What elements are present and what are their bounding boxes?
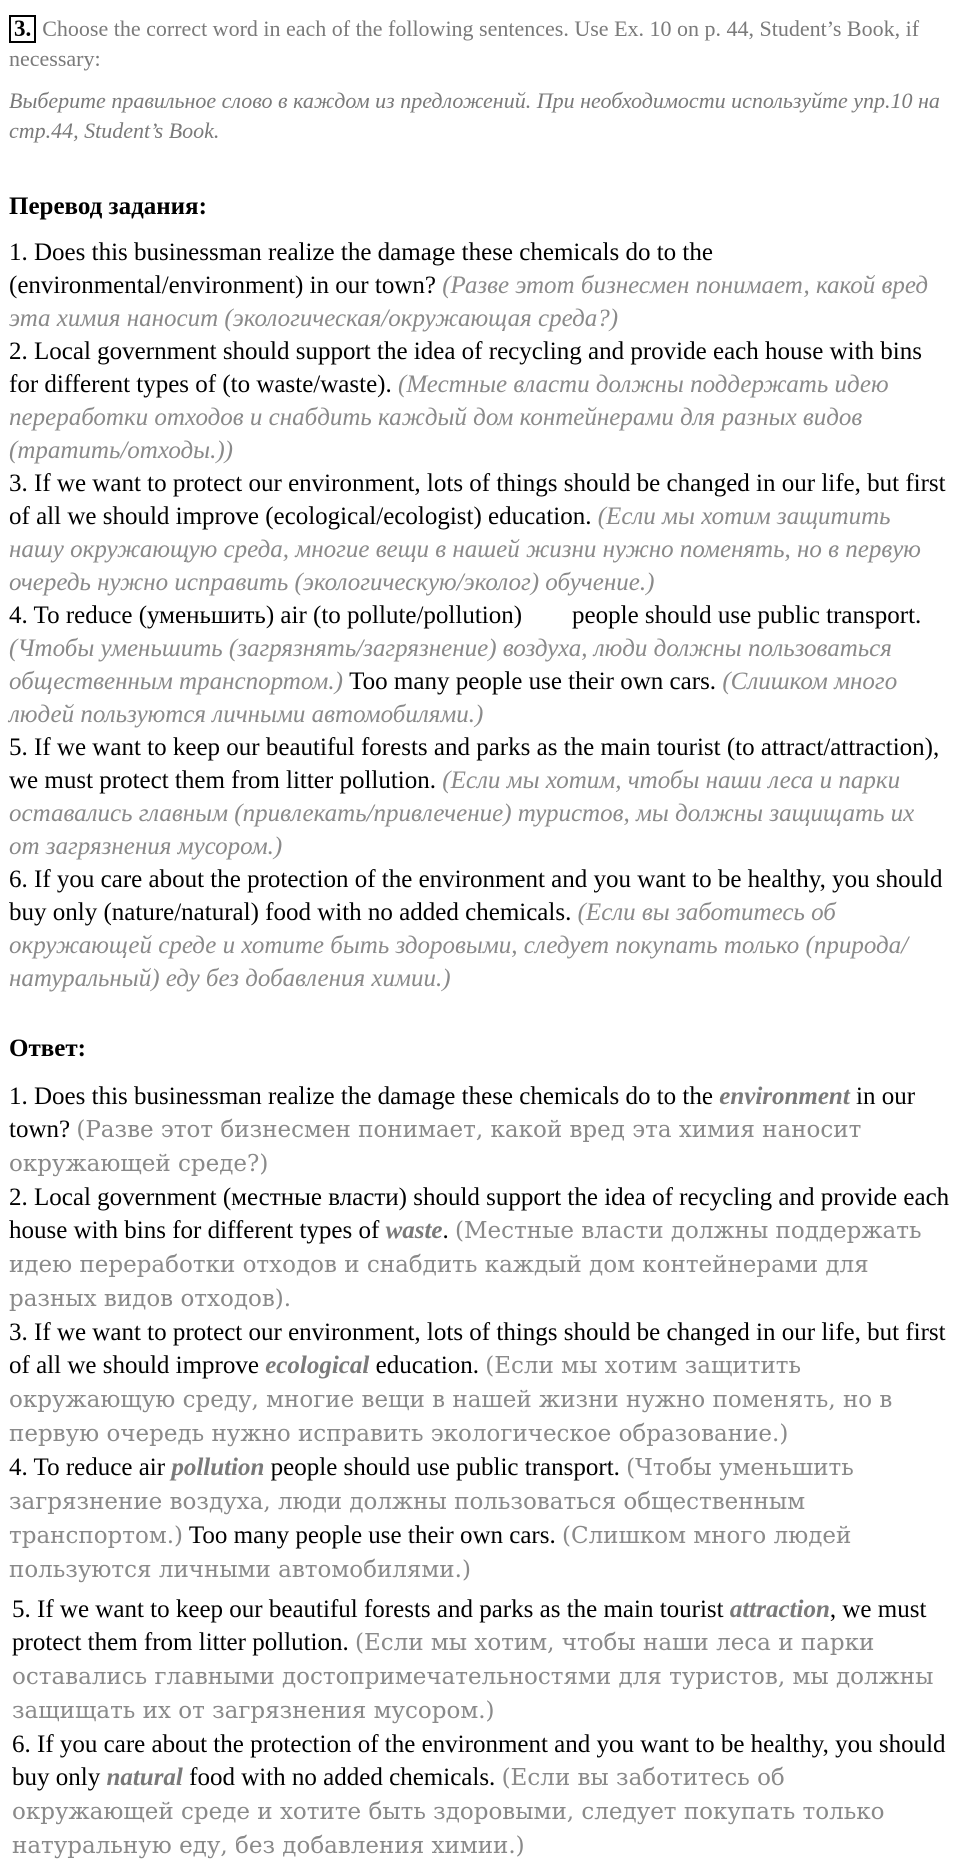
answer-text-before: 4. To reduce air: [9, 1454, 172, 1481]
answer-text-before: 5. If we want to keep our beautiful forests and parks as the main tourist: [12, 1596, 730, 1623]
answer-item-2: [9, 1181, 950, 1316]
answer-text-before: 6. If you care about the protection of the environment and you want to be healthy, you should buy only: [12, 1731, 946, 1791]
translation-list: [9, 236, 950, 995]
answer-item-4: [9, 1451, 950, 1587]
answer-word: natural: [106, 1764, 183, 1791]
task-translation: (Если мы хотим, чтобы наши леса и парки оставались главным (привлекать/привлечение) туристов, мы должны защищать их от загрязнения мусором.): [9, 767, 915, 860]
answer-text-after: people should use public transport.: [264, 1454, 620, 1481]
answer-text-after: education.: [369, 1352, 480, 1379]
task-sentence: 2. Local government should support the idea of recycling and provide each house with bins for different types of (to waste/waste).: [9, 338, 922, 398]
translation-item-3: [9, 467, 950, 599]
answer-word: attraction: [729, 1596, 830, 1623]
answer-section-title: Ответ:: [9, 1035, 86, 1062]
translation-item-2: [9, 335, 950, 467]
translation-item-1: [9, 236, 950, 335]
task-translation: (Если мы хотим защитить нашу окружающую среда, многие вещи в нашей жизни нужно поменять, но в первую очередь нужно исправить (экологическую/эколог) обучение.): [9, 503, 921, 596]
answer-list: [9, 1080, 950, 1863]
answer-translation: (Если мы хотим защитить окружающую среду, многие вещи в нашей жизни нужно поменять, но в первую очередь нужно исправить экологическое образование.): [9, 1353, 893, 1447]
answer-translation: (Местные власти должны поддержать идею переработки отходов и снабдить каждый дом контейнерами для разных видов отходов).: [9, 1218, 922, 1312]
answer-text-after: .: [442, 1217, 449, 1244]
translation-item-4: [9, 599, 950, 731]
answer-text-before: 1. Does this businessman realize the damage these chemicals do to the: [9, 1083, 720, 1110]
answer-item-5: [9, 1593, 950, 1728]
answer-item-6: [9, 1728, 950, 1863]
answer-translation: (Если вы заботитесь об окружающей среде и хотите быть здоровыми, следует покупать только натуральную еду, без добавления химии.): [12, 1765, 885, 1859]
answer-text-after: food with no added chemicals.: [182, 1764, 496, 1791]
task-sentence: 3. If we want to protect our environment, lots of things should be changed in our life, but first of all we should improve (ecological/ecologist) education.: [9, 470, 946, 530]
answer-sentence-extra: Too many people use their own cars.: [188, 1522, 556, 1549]
task-sentence: 5. If we want to keep our beautiful forests and parks as the main tourist (to attract/attraction), we must protect them from litter pollution.: [9, 734, 940, 794]
answer-word: ecological: [265, 1352, 370, 1379]
task-translation: (Чтобы уменьшить (загрязнять/загрязнение) воздуха, люди должны пользоваться общественным транспортом.): [9, 635, 892, 695]
translation-item-5: [9, 731, 950, 863]
answer-text-after: , we must protect them from litter pollution.: [12, 1596, 927, 1656]
exercise-instruction: Choose the correct word in each of the following sentences. Use Ex. 10 on p. 44, Student’s Book, if necessary:: [9, 16, 920, 71]
task-translation: (Разве этот бизнесмен понимает, какой вред эта химия наносит (экологическая/окружающая среда?): [9, 272, 928, 332]
exercise-header: [9, 14, 950, 74]
task-translation: (Местные власти должны поддержать идею переработки отходов и снабдить каждый дом контейнерами для разных видов (тратить/отходы.)): [9, 371, 889, 464]
task-translation: (Если вы заботитесь об окружающей среде и хотите быть здоровыми, следует покупать только (природа/натуральный) еду без добавления химии.): [9, 899, 909, 992]
answer-item-1: [9, 1080, 950, 1181]
task-translation-extra: (Слишком много людей пользуются личными автомобилями.): [9, 668, 898, 728]
answer-word: waste: [385, 1217, 443, 1244]
answer-word: pollution: [171, 1454, 265, 1481]
task-sentence: 1. Does this businessman realize the damage these chemicals do to the (environmental/environment) in our town?: [9, 239, 713, 299]
answer-text-before: 2. Local government (местные власти) should support the idea of recycling and provide each house with bins for different types of: [9, 1184, 950, 1244]
answer-text-after: in our town?: [9, 1083, 916, 1143]
task-sentence-extra: Too many people use their own cars.: [349, 668, 717, 695]
exercise-instruction-ru: Выберите правильное слово в каждом из предложений. При необходимости используйте упр.10 на стр.44, Student’s Book.: [9, 88, 940, 143]
answer-translation: (Разве этот бизнесмен понимает, какой вред эта химия наносит окружающей среде?): [9, 1117, 862, 1177]
task-sentence: 6. If you care about the protection of the environment and you want to be healthy, you should buy only (nature/natural) food with no added chemicals.: [9, 866, 943, 926]
translation-section-title: Перевод задания:: [9, 193, 207, 220]
answer-text-before: 3. If we want to protect our environment, lots of things should be changed in our life, but first of all we should improve: [9, 1319, 946, 1379]
answer-item-3: [9, 1316, 950, 1451]
task-sentence: 4. To reduce (уменьшить) air (to pollute/pollution) people should use public transport.: [9, 602, 922, 629]
answer-translation: (Чтобы уменьшить загрязнение воздуха, люди должны пользоваться общественным транспортом.): [9, 1455, 854, 1549]
exercise-number: 3.: [9, 15, 36, 43]
answer-translation-extra: (Слишком много людей пользуются личными автомобилями.): [9, 1523, 852, 1583]
translation-item-6: [9, 863, 950, 995]
answer-translation: (Если мы хотим, чтобы наши леса и парки оставались главными достопримечательностями для туристов, мы должны защищать их от загрязнения мусором.): [12, 1630, 934, 1724]
answer-word: environment: [719, 1083, 850, 1110]
